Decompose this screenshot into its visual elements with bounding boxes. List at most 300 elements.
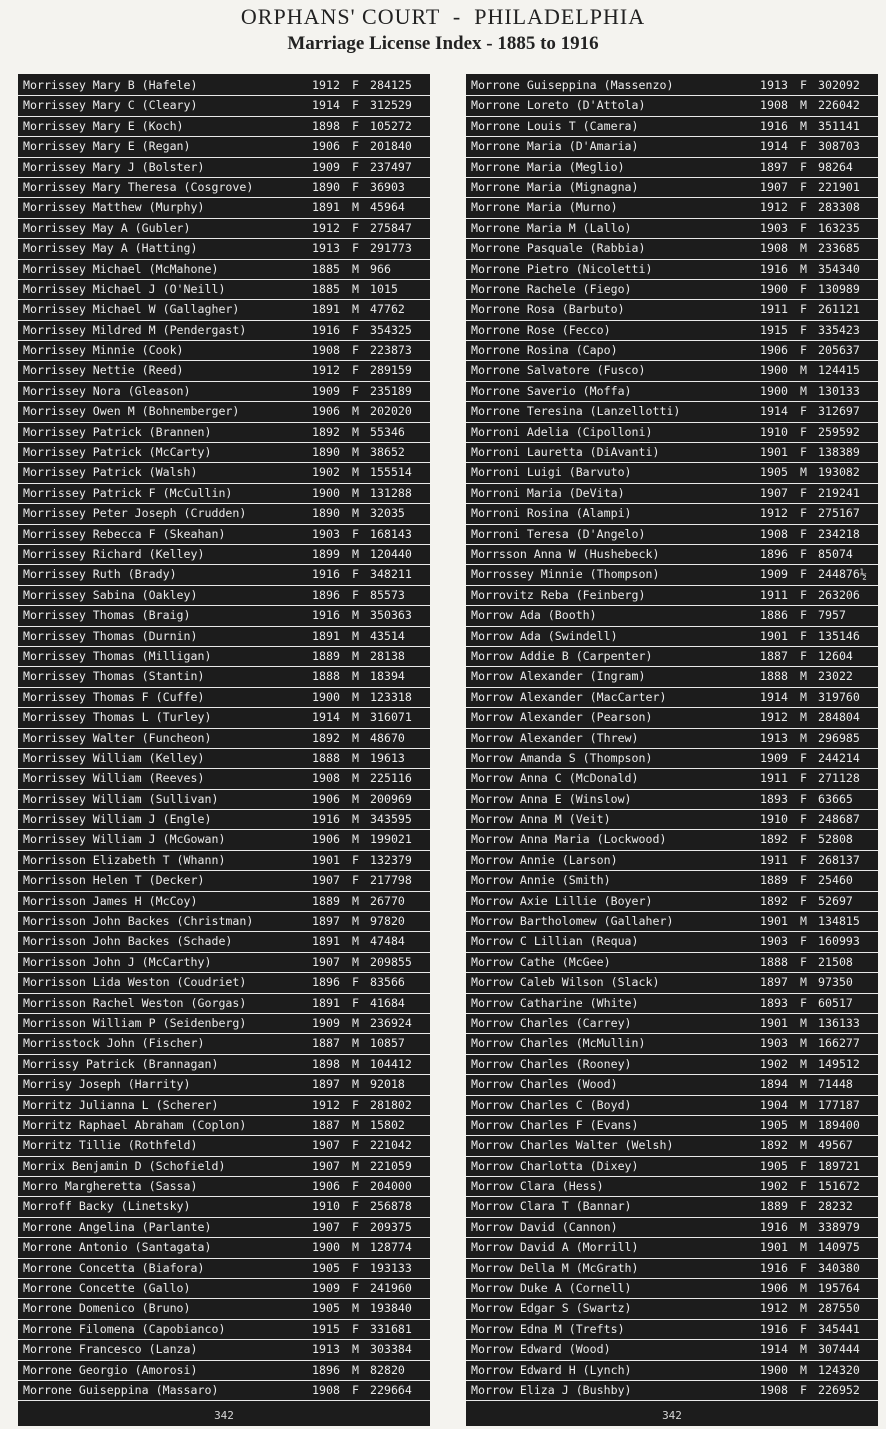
entry-sex: M	[352, 1117, 359, 1132]
entry-name: Morrissy Patrick (Brannagan)	[23, 1056, 219, 1071]
entry-name: Morrissey Mary Theresa (Cosgrove)	[23, 179, 254, 194]
entry-sex: F	[800, 1260, 807, 1275]
entry-sex: M	[352, 1015, 359, 1030]
entry-year: 1907	[312, 1219, 340, 1234]
license-number: 28232	[818, 1199, 853, 1214]
entry-name: Morrone Pietro (Nicoletti)	[471, 261, 653, 276]
index-entry-row	[18, 1157, 430, 1177]
entry-year: 1909	[760, 750, 788, 765]
entry-year: 1901	[760, 1240, 788, 1255]
entry-name: Morrone Salvatore (Fusco)	[471, 363, 646, 378]
license-number: 202020	[370, 404, 412, 419]
entry-name: Morrow Anna M (Veit)	[471, 812, 611, 827]
entry-year: 1888	[312, 750, 340, 765]
entry-name: Morrone Rosina (Capo)	[471, 343, 618, 358]
entry-year: 1905	[312, 1301, 340, 1316]
entry-year: 1916	[760, 1219, 788, 1234]
license-number: 244876½	[818, 567, 867, 582]
entry-name: Morrissey Thomas (Durnin)	[23, 628, 198, 643]
index-entry-row	[18, 769, 430, 789]
entry-sex: F	[800, 1158, 807, 1173]
entry-name: Morrow Amanda S (Thompson)	[471, 750, 653, 765]
license-number: 47762	[370, 302, 405, 317]
index-entry-row	[18, 423, 430, 443]
license-number: 85573	[370, 587, 405, 602]
license-number: 348211	[370, 567, 412, 582]
entry-name: Morrone Saverio (Moffa)	[471, 383, 632, 398]
entry-year: 1907	[312, 1158, 340, 1173]
entry-year: 1888	[760, 954, 788, 969]
entry-sex: F	[800, 1199, 807, 1214]
license-number: 291773	[370, 241, 412, 256]
index-entry-row	[466, 606, 878, 626]
license-number: 268137	[818, 852, 860, 867]
entry-year: 1900	[760, 1362, 788, 1377]
entry-year: 1891	[312, 628, 340, 643]
entry-name: Morrone Maria (Meglio)	[471, 159, 625, 174]
entry-year: 1911	[760, 852, 788, 867]
entry-name: Morrissey Mary B (Hafele)	[23, 78, 198, 92]
index-entry-row	[466, 361, 878, 381]
left-index-column	[18, 74, 430, 1426]
entry-year: 1905	[760, 465, 788, 480]
index-entry-row	[18, 810, 430, 830]
license-number: 163235	[818, 220, 860, 235]
index-entry-row	[466, 708, 878, 728]
license-number: 193133	[370, 1260, 412, 1275]
entry-year: 1905	[760, 1117, 788, 1132]
license-number: 43514	[370, 628, 405, 643]
entry-name: Morrissey Rebecca F (Skeahan)	[23, 526, 226, 541]
index-entry-row	[18, 280, 430, 300]
entry-name: Morrone Concette (Gallo)	[23, 1281, 191, 1296]
entry-name: Morrissey May A (Gubler)	[23, 220, 191, 235]
entry-sex: M	[800, 383, 807, 398]
license-number: 120440	[370, 546, 412, 561]
index-entry-row	[18, 1096, 430, 1116]
index-entry-row	[18, 443, 430, 463]
entry-name: Morrow Charles C (Boyd)	[471, 1097, 632, 1112]
entry-year: 1907	[760, 179, 788, 194]
license-number: 281802	[370, 1097, 412, 1112]
license-number: 83566	[370, 975, 405, 990]
license-number: 316071	[370, 710, 412, 725]
entry-sex: M	[352, 771, 359, 786]
index-entry-row	[18, 137, 430, 157]
entry-sex: M	[352, 465, 359, 480]
index-entry-row	[18, 178, 430, 198]
entry-name: Morrow Axie Lillie (Boyer)	[471, 893, 653, 908]
index-entry-row	[466, 1259, 878, 1279]
entry-name: Morroni Maria (DeVita)	[471, 485, 625, 500]
entry-sex: F	[800, 608, 807, 623]
entry-name: Morrissey Matthew (Murphy)	[23, 200, 205, 215]
index-entry-row	[18, 892, 430, 912]
entry-year: 1914	[312, 710, 340, 725]
entry-sex: F	[800, 587, 807, 602]
index-entry-row	[18, 1055, 430, 1075]
index-entry-row	[18, 912, 430, 932]
index-entry-row	[466, 504, 878, 524]
entry-sex: F	[800, 771, 807, 786]
index-entry-row	[466, 851, 878, 871]
entry-name: Morrisson James H (McCoy)	[23, 893, 198, 908]
index-entry-row	[18, 1075, 430, 1095]
license-number: 354340	[818, 261, 860, 276]
index-entry-row	[18, 1299, 430, 1319]
entry-sex: F	[800, 179, 807, 194]
index-entry-row	[466, 402, 878, 422]
index-entry-row	[466, 1075, 878, 1095]
entry-name: Morrissey Nettie (Reed)	[23, 363, 184, 378]
license-number: 104412	[370, 1056, 412, 1071]
index-entry-row	[466, 871, 878, 891]
license-number: 354325	[370, 322, 412, 337]
entry-year: 1907	[312, 954, 340, 969]
entry-name: Morrisson Lida Weston (Coudriet)	[23, 975, 247, 990]
index-entry-row	[466, 382, 878, 402]
entry-name: Morrone Rosa (Barbuto)	[471, 302, 625, 317]
entry-name: Morrow Charles F (Evans)	[471, 1117, 639, 1132]
license-number: 160993	[818, 934, 860, 949]
entry-sex: F	[352, 1199, 359, 1214]
entry-sex: F	[352, 1179, 359, 1194]
license-number: 47484	[370, 934, 405, 949]
license-number: 350363	[370, 608, 412, 623]
entry-sex: M	[352, 750, 359, 765]
entry-sex: M	[352, 791, 359, 806]
entry-name: Morrow Alexander (Pearson)	[471, 710, 653, 725]
license-number: 204000	[370, 1179, 412, 1194]
entry-name: Morrissey William (Kelley)	[23, 750, 205, 765]
entry-year: 1900	[312, 485, 340, 500]
entry-year: 1908	[312, 1383, 340, 1397]
index-entry-row	[18, 1320, 430, 1340]
index-entry-row	[18, 260, 430, 280]
index-entry-row	[18, 851, 430, 871]
page-title: ORPHANS' COURT - PHILADELPHIA	[240, 4, 646, 29]
license-number: 233685	[818, 241, 860, 256]
entry-year: 1906	[312, 832, 340, 847]
entry-name: Morrow Alexander (MacCarter)	[471, 689, 667, 704]
entry-name: Morro Margheretta (Sassa)	[23, 1179, 198, 1194]
index-entry-row	[18, 96, 430, 116]
license-number: 82820	[370, 1362, 405, 1377]
entry-sex: F	[800, 648, 807, 663]
index-entry-row	[466, 545, 878, 565]
entry-year: 1906	[312, 791, 340, 806]
entry-year: 1914	[760, 404, 788, 419]
license-number: 221059	[370, 1158, 412, 1173]
entry-sex: M	[800, 1117, 807, 1132]
index-entry-row	[18, 1279, 430, 1299]
entry-sex: M	[800, 363, 807, 378]
license-number: 41684	[370, 995, 405, 1010]
entry-sex: M	[800, 975, 807, 990]
entry-name: Morrovitz Reba (Feinberg)	[471, 587, 646, 602]
entry-year: 1896	[312, 1362, 340, 1377]
index-entry-row	[18, 198, 430, 218]
entry-year: 1887	[312, 1036, 340, 1051]
entry-sex: M	[800, 1362, 807, 1377]
entry-year: 1903	[760, 934, 788, 949]
license-number: 155514	[370, 465, 412, 480]
entry-name: Morrow Clara (Hess)	[471, 1179, 604, 1194]
index-entry-row	[466, 790, 878, 810]
index-entry-row	[18, 117, 430, 137]
index-entry-row	[466, 769, 878, 789]
license-number: 331681	[370, 1321, 412, 1336]
entry-sex: M	[352, 1036, 359, 1051]
entry-year: 1915	[312, 1321, 340, 1336]
entry-sex: F	[800, 567, 807, 582]
license-number: 12604	[818, 648, 853, 663]
entry-name: Morrow Alexander (Ingram)	[471, 669, 646, 684]
license-number: 19613	[370, 750, 405, 765]
entry-name: Morrone Teresina (Lanzellotti)	[471, 404, 681, 419]
entry-name: Morrow Ada (Booth)	[471, 608, 597, 623]
entry-name: Morrow Charles (Carrey)	[471, 1015, 632, 1030]
license-number: 199021	[370, 832, 412, 847]
entry-sex: F	[800, 322, 807, 337]
entry-name: Morrissey Walter (Funcheon)	[23, 730, 212, 745]
entry-name: Morrisson William P (Seidenberg)	[23, 1015, 247, 1030]
license-number: 225116	[370, 771, 412, 786]
license-number: 221042	[370, 1138, 412, 1153]
entry-year: 1906	[312, 1179, 340, 1194]
index-entry-row	[18, 402, 430, 422]
entry-year: 1916	[312, 567, 340, 582]
entry-year: 1907	[760, 485, 788, 500]
index-entry-row	[466, 912, 878, 932]
entry-sex: M	[352, 302, 359, 317]
entry-year: 1902	[312, 465, 340, 480]
license-number: 966	[370, 261, 391, 276]
license-number: 234218	[818, 526, 860, 541]
entry-sex: M	[352, 1158, 359, 1173]
entry-name: Morrisson Rachel Weston (Gorgas)	[23, 995, 247, 1010]
license-number: 209855	[370, 954, 412, 969]
entry-name: Morrossey Minnie (Thompson)	[471, 567, 660, 582]
entry-name: Morrissey Thomas (Stantin)	[23, 669, 205, 684]
entry-year: 1916	[760, 1321, 788, 1336]
entry-name: Morrissey Michael (McMahone)	[23, 261, 219, 276]
page-number: 342	[662, 1409, 682, 1422]
entry-year: 1912	[312, 1097, 340, 1112]
entry-name: Morrow Catharine (White)	[471, 995, 639, 1010]
license-number: 235189	[370, 383, 412, 398]
entry-name: Morrow Anna Maria (Lockwood)	[471, 832, 667, 847]
entry-name: Morrow Clara T (Bannar)	[471, 1199, 632, 1214]
entry-sex: M	[352, 1056, 359, 1071]
entry-sex: F	[352, 363, 359, 378]
license-number: 23022	[818, 669, 853, 684]
license-number: 92018	[370, 1077, 405, 1092]
license-number: 205637	[818, 343, 860, 358]
entry-sex: F	[352, 1383, 359, 1397]
index-entry-row	[18, 729, 430, 749]
entry-sex: F	[800, 832, 807, 847]
entry-year: 1906	[760, 1281, 788, 1296]
entry-year: 1916	[760, 118, 788, 133]
entry-year: 1891	[312, 302, 340, 317]
index-entry-row	[466, 1055, 878, 1075]
entry-year: 1906	[312, 404, 340, 419]
entry-sex: M	[800, 669, 807, 684]
entry-name: Morrissey William (Reeves)	[23, 771, 205, 786]
license-number: 303384	[370, 1342, 412, 1357]
index-entry-row	[466, 463, 878, 483]
entry-sex: F	[800, 1179, 807, 1194]
index-entry-row	[18, 1238, 430, 1258]
entry-year: 1908	[312, 771, 340, 786]
entry-year: 1903	[760, 220, 788, 235]
entry-name: Morrow Anna C (McDonald)	[471, 771, 639, 786]
index-entry-row	[466, 627, 878, 647]
license-number: 217798	[370, 873, 412, 888]
entry-sex: M	[352, 1301, 359, 1316]
index-entry-row	[18, 790, 430, 810]
entry-sex: M	[352, 710, 359, 725]
index-entry-row	[18, 1014, 430, 1034]
entry-year: 1897	[760, 159, 788, 174]
entry-year: 1891	[312, 995, 340, 1010]
entry-name: Morrow David (Cannon)	[471, 1219, 618, 1234]
entry-name: Morrissey Michael W (Gallagher)	[23, 302, 240, 317]
entry-sex: M	[800, 689, 807, 704]
index-entry-row	[466, 280, 878, 300]
entry-year: 1901	[760, 445, 788, 460]
index-entry-row	[466, 729, 878, 749]
license-number: 345441	[818, 1321, 860, 1336]
entry-year: 1911	[760, 771, 788, 786]
entry-year: 1896	[760, 546, 788, 561]
index-entry-row	[18, 871, 430, 891]
entry-year: 1909	[312, 1281, 340, 1296]
entry-name: Morrisson John Backes (Schade)	[23, 934, 233, 949]
license-number: 149512	[818, 1056, 860, 1071]
index-entry-row	[466, 1136, 878, 1156]
entry-name: Morritz Tillie (Rothfeld)	[23, 1138, 198, 1153]
index-entry-row	[466, 586, 878, 606]
license-number: 123318	[370, 689, 412, 704]
entry-year: 1896	[312, 975, 340, 990]
license-number: 45964	[370, 200, 405, 215]
entry-year: 1901	[760, 914, 788, 929]
index-entry-row	[18, 382, 430, 402]
license-number: 124320	[818, 1362, 860, 1377]
index-entry-row	[18, 1034, 430, 1054]
entry-name: Morrow Caleb Wilson (Slack)	[471, 975, 660, 990]
index-entry-row	[18, 830, 430, 850]
entry-year: 1909	[312, 1015, 340, 1030]
entry-sex: F	[352, 995, 359, 1010]
entry-name: Morrone Guiseppina (Massaro)	[23, 1383, 219, 1397]
license-number: 200969	[370, 791, 412, 806]
index-entry-row	[18, 463, 430, 483]
entry-year: 1913	[312, 1342, 340, 1357]
entry-sex: F	[800, 445, 807, 460]
index-entry-row	[466, 1096, 878, 1116]
license-number: 340380	[818, 1260, 860, 1275]
index-entry-row	[466, 484, 878, 504]
entry-name: Morrissey Mildred M (Pendergast)	[23, 322, 247, 337]
entry-name: Morritz Raphael Abraham (Coplon)	[23, 1117, 247, 1132]
license-number: 97350	[818, 975, 853, 990]
license-number: 189400	[818, 1117, 860, 1132]
entry-sex: M	[352, 546, 359, 561]
entry-name: Morrone Louis T (Camera)	[471, 118, 639, 133]
entry-name: Morrissey William J (McGowan)	[23, 832, 226, 847]
index-entry-row	[18, 1197, 430, 1217]
entry-sex: F	[800, 200, 807, 215]
license-number: 28138	[370, 648, 405, 663]
entry-sex: M	[352, 404, 359, 419]
entry-name: Morrone Loreto (D'Attola)	[471, 98, 646, 113]
license-number: 219241	[818, 485, 860, 500]
entry-name: Morrone Guiseppina (Massenzo)	[471, 78, 674, 92]
entry-name: Morrisson Helen T (Decker)	[23, 873, 205, 888]
entry-year: 1908	[312, 343, 340, 358]
license-number: 195764	[818, 1281, 860, 1296]
entry-year: 1912	[312, 220, 340, 235]
index-entry-row	[18, 525, 430, 545]
entry-sex: F	[800, 485, 807, 500]
entry-sex: F	[800, 526, 807, 541]
entry-year: 1905	[760, 1158, 788, 1173]
entry-year: 1888	[760, 669, 788, 684]
license-number: 244214	[818, 750, 860, 765]
entry-sex: M	[800, 1056, 807, 1071]
license-number: 1015	[370, 281, 398, 296]
entry-name: Morroni Luigi (Barvuto)	[471, 465, 632, 480]
entry-year: 1913	[760, 78, 788, 92]
entry-sex: F	[352, 383, 359, 398]
entry-sex: F	[800, 893, 807, 908]
entry-year: 1890	[312, 179, 340, 194]
entry-year: 1885	[312, 281, 340, 296]
entry-year: 1910	[760, 424, 788, 439]
entry-name: Morrix Benjamin D (Schofield)	[23, 1158, 226, 1173]
license-number: 338979	[818, 1219, 860, 1234]
license-number: 221901	[818, 179, 860, 194]
license-number: 319760	[818, 689, 860, 704]
entry-year: 1903	[312, 526, 340, 541]
index-entry-row	[18, 627, 430, 647]
license-number: 312697	[818, 404, 860, 419]
right-index-column	[466, 74, 878, 1426]
license-number: 7957	[818, 608, 846, 623]
entry-year: 1892	[312, 424, 340, 439]
entry-year: 1912	[760, 710, 788, 725]
entry-sex: F	[352, 526, 359, 541]
entry-name: Morrone Angelina (Parlante)	[23, 1219, 212, 1234]
index-entry-row	[466, 810, 878, 830]
license-number: 283308	[818, 200, 860, 215]
index-entry-row	[466, 994, 878, 1014]
entry-name: Morrone Antonio (Santagata)	[23, 1240, 212, 1255]
index-entry-row	[18, 1259, 430, 1279]
entry-name: Morrow Eliza J (Bushby)	[471, 1383, 632, 1397]
license-number: 52697	[818, 893, 853, 908]
entry-name: Morrow Charles (McMullin)	[471, 1036, 646, 1051]
entry-sex: F	[352, 1321, 359, 1336]
entry-name: Morrow C Lillian (Requa)	[471, 934, 639, 949]
entry-sex: M	[800, 465, 807, 480]
entry-year: 1916	[760, 261, 788, 276]
entry-sex: M	[352, 485, 359, 500]
entry-name: Morrow Charles (Wood)	[471, 1077, 618, 1092]
